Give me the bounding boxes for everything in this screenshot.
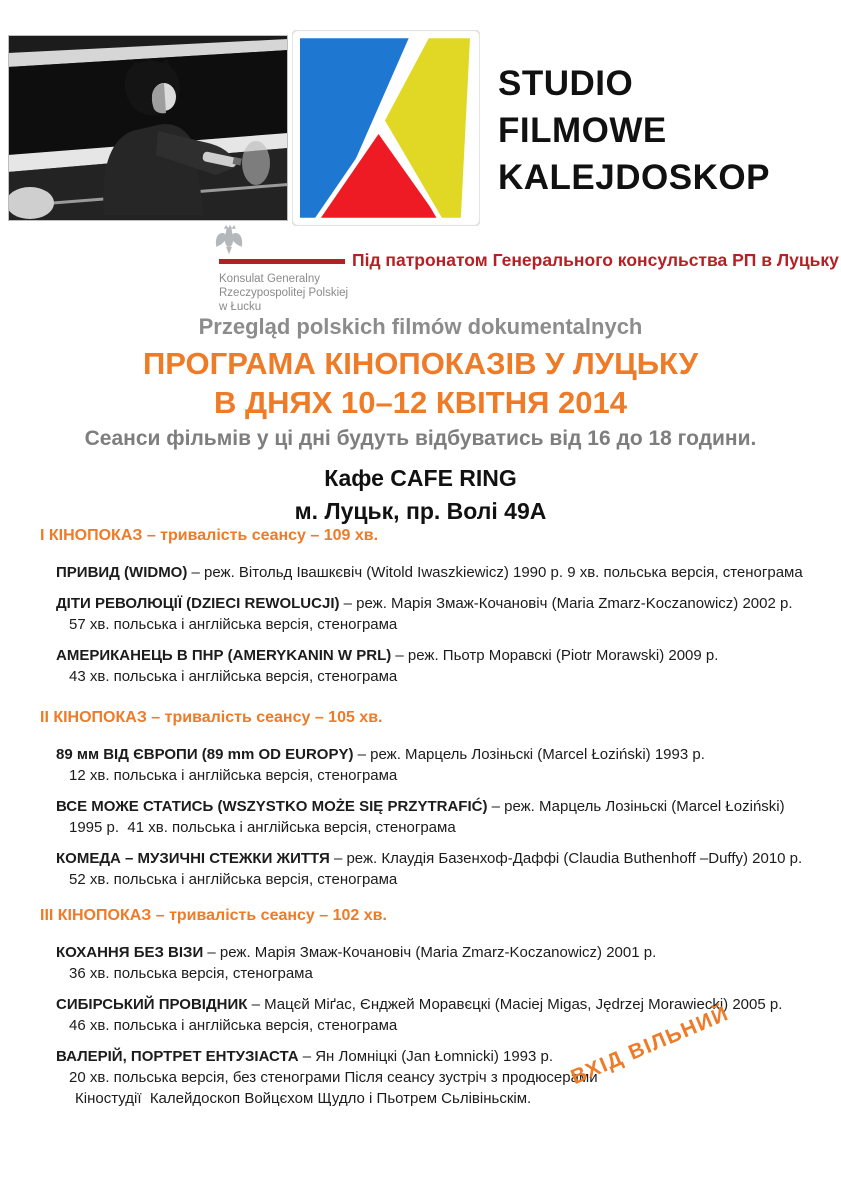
film-details: – Ян Ломніцкі (Jan Łomnicki) 1993 р. [302, 1048, 554, 1065]
film-details: – реж. Марія Змаж-Кочановіч (Maria Zmarz-Koczanowicz) 2001 р. [207, 944, 657, 961]
film-details-line2: 43 хв. польська і англійська версія, стенограма [69, 668, 398, 685]
kalejdoskop-logo [292, 30, 480, 226]
film-details-line2: 20 хв. польська версія, без стенограми Після сеансу зустріч з продюсерами [69, 1069, 598, 1086]
consulate-line2: Rzeczypospolitej Polskiej [219, 287, 349, 299]
film-title: КОМЕДА – МУЗИЧНІ СТЕЖКИ ЖИТТЯ [56, 850, 330, 867]
film-title: АМЕРИКАНЕЦЬ В ПНР (AMERYKANIN W PRL) [56, 647, 392, 664]
film-item [56, 562, 805, 583]
film-details: – реж. Вітольд Івашкєвіч (Witold Iwaszkiewicz) 1990 р. 9 хв. польська версія, стенограма [191, 564, 803, 581]
film-item [56, 942, 805, 984]
film-title: КОХАННЯ БЕЗ ВІЗИ [56, 944, 204, 961]
kalejdoskop-logo-icon [292, 30, 480, 226]
film-details: – Мацєй Міґас, Єнджей Моравєцкі (Maciej Migas, Jędrzej Morawiecki) 2005 р. [251, 996, 783, 1013]
film-title: СИБІРСЬКИЙ ПРОВІДНИК [56, 996, 248, 1013]
screening-section-2 [40, 708, 805, 900]
studio-title [498, 60, 770, 201]
film-details: – реж. Марцель Лозіньскі (Marcel Łoziński) 1993 р. [357, 746, 705, 763]
section-1-heading: І КІНОПОКАЗ – тривалість сеансу – 109 хв. [40, 527, 379, 544]
film-details: – реж. Клаудія Базенхоф-Даффі (Claudia Buthenhoff –Duffy) 2010 р. [333, 850, 803, 867]
consulate-line1: Konsulat Generalny [219, 273, 321, 285]
screening-section-1 [40, 526, 805, 697]
program-title-line2: В ДНЯХ 10–12 КВІТНЯ 2014 [214, 385, 627, 420]
train-photo-illustration [8, 35, 288, 221]
film-details-line2: 46 хв. польська і англійська версія, стенограма [69, 1017, 398, 1034]
screening-section-3 [40, 906, 805, 1119]
film-title: ДІТИ РЕВОЛЮЦІЇ (DZIECI REWOLUCJI) [56, 595, 340, 612]
train-photo [8, 35, 288, 221]
film-details-line2: 1995 р. 41 хв. польська і англійська версія, стенограма [69, 819, 456, 836]
film-item [56, 848, 805, 890]
free-entry-stamp: ВХІД ВІЛЬНИЙ [567, 1001, 733, 1090]
film-title: ПРИВИД (WIDMO) [56, 564, 188, 581]
film-details: – реж. Пьотр Моравскі (Piotr Morawski) 2009 р. [395, 647, 719, 664]
patronage-text: Під патронатом Генерального консульства РП в Луцьку [352, 250, 839, 270]
venue-address: м. Луцьк, пр. Волі 49А [294, 498, 547, 524]
film-item [56, 645, 805, 687]
film-details-line2: 12 хв. польська і англійська версія, стенограма [69, 767, 398, 784]
section-2-heading: ІІ КІНОПОКАЗ – тривалість сеансу – 105 хв. [40, 709, 383, 726]
sessions-note: Сеанси фільмів у ці дні будуть відбуватись від 16 до 18 години. [84, 427, 757, 450]
program-title-line1: ПРОГРАМА КІНОПОКАЗІВ У ЛУЦЬКУ [142, 346, 698, 381]
film-details-line2: 36 хв. польська версія, стенограма [69, 965, 313, 982]
patronage-divider [219, 259, 345, 264]
film-title: ВСЕ МОЖЕ СТАТИСЬ (WSZYSTKO MOŻE SIĘ PRZYTRAFIĆ) [56, 798, 488, 815]
polish-eagle-icon [214, 223, 244, 257]
studio-title-line1: STUDIO [498, 64, 634, 103]
venue-name: Кафе CAFE RING [324, 465, 517, 491]
studio-title-line2: FILMOWE [498, 111, 667, 150]
intro-block [0, 313, 841, 528]
consulate-line3: w Łucku [219, 301, 262, 313]
film-details-line2: 52 хв. польська і англійська версія, стенограма [69, 871, 398, 888]
film-item [56, 1046, 805, 1109]
film-item [56, 744, 805, 786]
polish-subtitle: Przegląd polskich filmów dokumentalnych [198, 314, 643, 339]
studio-title-line3: KALEJDOSKOP [498, 158, 770, 197]
film-item [56, 593, 805, 635]
film-title: 89 мм ВІД ЄВРОПИ (89 mm OD EUROPY) [56, 746, 354, 763]
film-details: – реж. Марія Змаж-Кочановіч (Maria Zmarz-Koczanowicz) 2002 р. [343, 595, 793, 612]
film-details-line2: 57 хв. польська і англійська версія, стенограма [69, 616, 398, 633]
film-details: – реж. Марцель Лозіньскі (Marcel Łoziński) [491, 798, 785, 815]
film-details-line3: Кіностудії Калейдоскоп Войцєхом Щудло і Пьотрем Сьлівіньскім. [75, 1090, 532, 1107]
section-3-heading: ІІІ КІНОПОКАЗ – тривалість сеансу – 102 хв. [40, 907, 387, 924]
consulate-label [219, 272, 348, 314]
film-title: ВАЛЕРІЙ, ПОРТРЕТ ЕНТУЗІАСТА [56, 1048, 299, 1065]
film-item [56, 796, 805, 838]
